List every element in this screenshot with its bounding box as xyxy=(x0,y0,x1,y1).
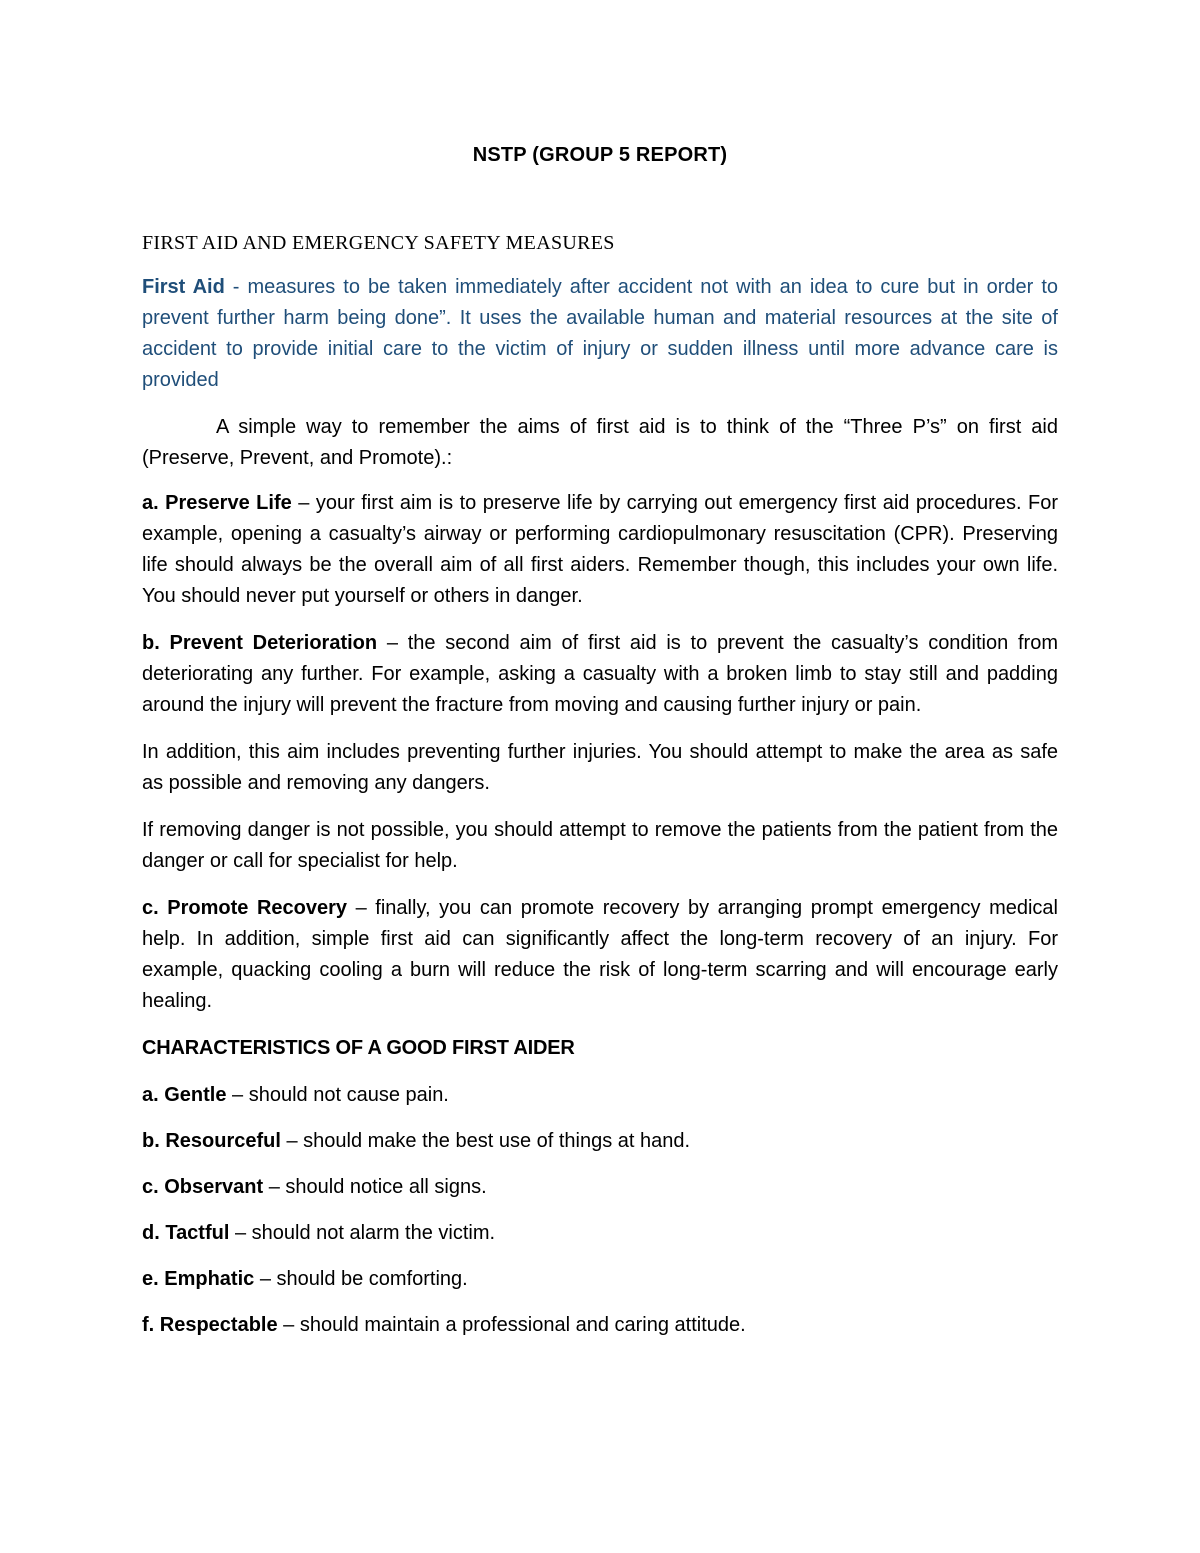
item-label: d. Tactful xyxy=(142,1222,230,1244)
item-text: – should not cause pain. xyxy=(226,1084,449,1106)
item-label: a. Gentle xyxy=(142,1084,227,1106)
prevent-paragraph-2: In addition, this aim includes preventing further injuries. You should attempt to make the area as safe as possible and removing any dangers. xyxy=(142,741,1058,794)
aim-prevent-deterioration xyxy=(142,628,1058,721)
item-text: – should maintain a professional and caring attitude. xyxy=(277,1314,746,1336)
item-text: – should make the best use of things at hand. xyxy=(280,1130,691,1152)
item-text: – should not alarm the victim. xyxy=(229,1222,496,1244)
aim-label: b. Prevent Deterioration xyxy=(142,632,378,654)
definition-text: - measures to be taken immediately after accident not with an idea to cure but in order to prevent further harm being done”. It uses the available human and material resources at the site of accident to provide initial care to the victim of injury or sudden illness until more advance care is provided xyxy=(142,276,1058,391)
list-item xyxy=(142,1310,1058,1341)
aim-preserve-life xyxy=(142,488,1058,612)
section-heading: FIRST AID AND EMERGENCY SAFETY MEASURES xyxy=(142,232,615,254)
aim-promote-recovery xyxy=(142,893,1058,1017)
characteristics-heading: CHARACTERISTICS OF A GOOD FIRST AIDER xyxy=(142,1037,575,1059)
list-item xyxy=(142,1080,1058,1111)
item-text: – should be comforting. xyxy=(254,1268,468,1290)
list-item xyxy=(142,1126,1058,1157)
list-item xyxy=(142,1172,1058,1203)
aim-label: a. Preserve Life xyxy=(142,492,292,514)
list-item xyxy=(142,1218,1058,1249)
aim-label: c. Promote Recovery xyxy=(142,897,348,919)
aim-text: – finally, you can promote recovery by arranging prompt emergency medical help. In addition, simple first aid can significantly affect the long-term recovery of an injury. For example, quacking cooling a burn will reduce the risk of long-term scarring and will encourage early healing. xyxy=(142,897,1058,1012)
intro-paragraph: A simple way to remember the aims of first aid is to think of the “Three P’s” on first aid (Preserve, Prevent, and Promote).: xyxy=(142,416,1058,469)
aim-text: – your first aim is to preserve life by carrying out emergency first aid procedures. For example, opening a casualty’s airway or performing cardiopulmonary resuscitation (CPR). Preserving life should always be the overall aim of all first aiders. Remember though, this includes your own life. You should never put yourself or others in danger. xyxy=(142,492,1058,607)
item-label: e. Emphatic xyxy=(142,1268,255,1290)
aim-text: – the second aim of first aid is to prevent the casualty’s condition from deteriorating any further. For example, asking a casualty with a broken limb to stay still and padding around the injury will prevent the fracture from moving and causing further injury or pain. xyxy=(142,632,1058,716)
page-title: NSTP (GROUP 5 REPORT) xyxy=(472,144,728,166)
item-label: b. Resourceful xyxy=(142,1130,281,1152)
list-item xyxy=(142,1264,1058,1295)
item-label: c. Observant xyxy=(142,1176,264,1198)
item-text: – should notice all signs. xyxy=(263,1176,487,1198)
first-aid-definition xyxy=(142,272,1058,396)
prevent-paragraph-3: If removing danger is not possible, you should attempt to remove the patients from the patient from the danger or call for specialist for help. xyxy=(142,819,1058,872)
definition-term: First Aid xyxy=(142,276,225,298)
item-label: f. Respectable xyxy=(142,1314,278,1336)
